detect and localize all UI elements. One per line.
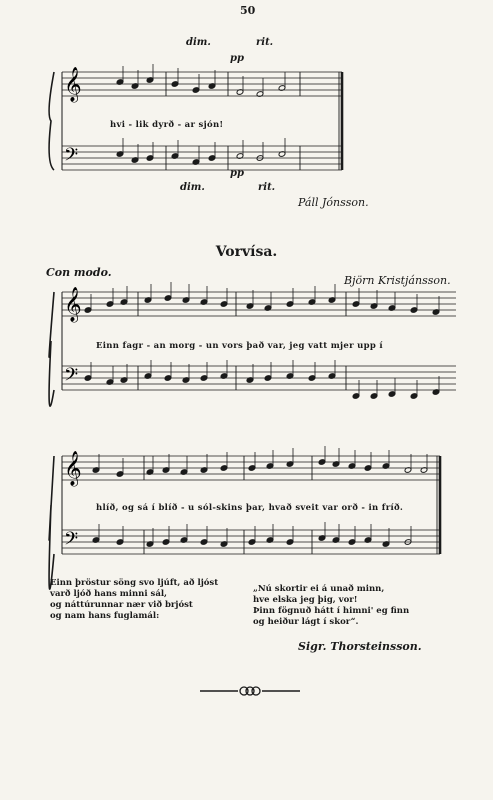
treble-clef-icon: 𝄞 — [64, 451, 82, 486]
tempo-marking: Con modo. — [46, 266, 112, 279]
verse-left-line: varð ljóð hans minni sál, — [50, 589, 168, 599]
song-composer: Björn Kristjánsson. — [344, 274, 451, 287]
verse-right-line: og heiður lágt í skor“. — [253, 617, 359, 627]
verse-left-line: og nam hans fuglamál: — [50, 611, 160, 621]
verse-author: Sigr. Thorsteinsson. — [298, 640, 422, 653]
song-lyrics-line1: Einn fagr - an morg - un vors það var, jeg vatt mjer upp í — [96, 341, 383, 351]
song-lyrics-line2: hlíð, og sá í blíð - u sól-skins þar, hvað sveit var orð - in fríð. — [96, 503, 404, 513]
rit-marking-bottom: rit. — [258, 182, 276, 193]
bass-clef-icon: 𝄢 — [64, 145, 79, 170]
pp-marking-top: pp — [230, 53, 244, 64]
rit-marking-top: rit. — [256, 37, 274, 48]
dim-marking-bottom: dim. — [180, 182, 205, 193]
bass-clef-icon: 𝄢 — [64, 365, 79, 390]
system-brace — [49, 456, 54, 589]
verse-right-line: hve elska jeg þig, vor! — [253, 595, 358, 605]
bass-clef-icon: 𝄢 — [64, 529, 79, 554]
top-lyrics: hvi - lik dyrð - ar sjón! — [110, 120, 224, 130]
treble-clef-icon: 𝄞 — [64, 67, 82, 102]
system-brace — [49, 72, 54, 170]
song-title: Vorvísa. — [215, 244, 278, 260]
dim-marking-top: dim. — [186, 37, 211, 48]
page-number: 50 — [240, 4, 256, 17]
pp-marking-bottom: pp — [230, 168, 244, 179]
verse-left-line: Einn þröstur söng svo ljúft, að ljóst — [50, 578, 219, 588]
verse-right-line: „Nú skortir ei á unað minn, — [253, 584, 385, 594]
treble-clef-icon: 𝄞 — [64, 287, 82, 322]
system-brace — [49, 292, 54, 406]
verse-left-line: og náttúrunnar nær við brjóst — [50, 600, 193, 610]
verse-right-line: Þinn fögnuð hátt í himni' eg finn — [253, 606, 410, 616]
top-composer: Páll Jónsson. — [298, 196, 369, 209]
